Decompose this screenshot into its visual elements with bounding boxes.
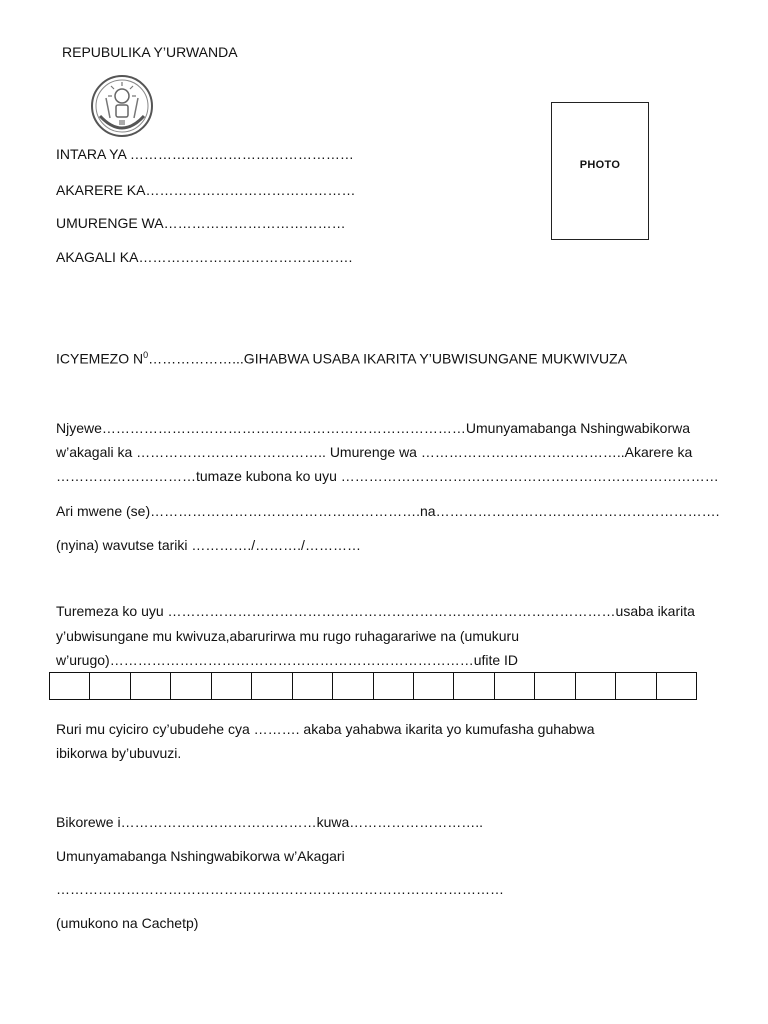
id-digit-box <box>576 673 616 699</box>
signatory-title: Umunyamabanga Nshingwabikorwa w’Akagari <box>56 848 345 864</box>
body-line-4: Ari mwene (se)………………………………………………….na……………………………………………………. <box>56 503 720 519</box>
sector-line: UMURENGE WA………………………………… <box>56 215 346 231</box>
id-digit-box <box>131 673 171 699</box>
id-digit-box <box>374 673 414 699</box>
id-digit-box <box>495 673 535 699</box>
signature-stamp-note: (umukono na Cachetp) <box>56 915 199 931</box>
id-digit-box <box>171 673 211 699</box>
photo-box <box>551 102 649 240</box>
body-line-8: w’urugo)……………………………………………………………………ufite ID <box>56 652 519 668</box>
id-number-grid <box>49 672 697 700</box>
id-digit-box <box>212 673 252 699</box>
issue-place-date-line: Bikorewe i……………………………………kuwa……………………….. <box>56 814 484 830</box>
body-line-1: Njyewe……………………………………………………………………Umunyamabanga Nshingwabikorwa <box>56 420 691 436</box>
id-digit-box <box>50 673 90 699</box>
district-line: AKARERE KA……………………………………… <box>56 182 356 198</box>
body-line-10: ibikorwa by’ubuvuzi. <box>56 745 182 761</box>
certificate-title-prefix: ICYEMEZO N <box>56 350 144 367</box>
body-line-6: Turemeza ko uyu ……………………………………………………………………………………usaba ikarita <box>56 603 695 619</box>
province-line: INTARA YA ………………………………………… <box>56 146 354 162</box>
id-digit-box <box>657 673 696 699</box>
id-digit-box <box>616 673 656 699</box>
body-line-2: w’akagali ka ………………………………….. Umurenge wa ……………………………………..Akarere ka <box>56 444 693 460</box>
body-line-7: y’ubwisungane mu kwivuza,abarurirwa mu rugo ruhagarariwe na (umukuru <box>56 628 519 644</box>
national-seal-icon <box>86 72 158 144</box>
id-digit-box <box>333 673 373 699</box>
photo-label: PHOTO <box>579 159 621 171</box>
cell-line: AKAGALI KA………………………………………. <box>56 249 353 265</box>
country-header: REPUBULIKA Y’URWANDA <box>62 44 238 60</box>
certificate-title <box>56 350 627 367</box>
id-digit-box <box>293 673 333 699</box>
id-digit-box <box>90 673 130 699</box>
body-line-9: Ruri mu cyiciro cy’ubudehe cya ………. akaba yahabwa ikarita yo kumufasha guhabwa <box>56 721 595 737</box>
id-digit-box <box>454 673 494 699</box>
id-digit-box <box>535 673 575 699</box>
body-line-3: …………………………tumaze kubona ko uyu ……………………………………………………………………… <box>56 468 719 484</box>
body-line-5: (nyina) wavutse tariki …………./………./………… <box>56 537 361 553</box>
signature-line: …………………………………………………………………………………… <box>56 881 504 897</box>
id-digit-box <box>414 673 454 699</box>
certificate-title-rest: ………………...GIHABWA USABA IKARITA Y’UBWISUNGANE MUKWIVUZA <box>148 350 628 367</box>
certificate-number-sup: 0 <box>143 350 149 360</box>
id-digit-box <box>252 673 292 699</box>
